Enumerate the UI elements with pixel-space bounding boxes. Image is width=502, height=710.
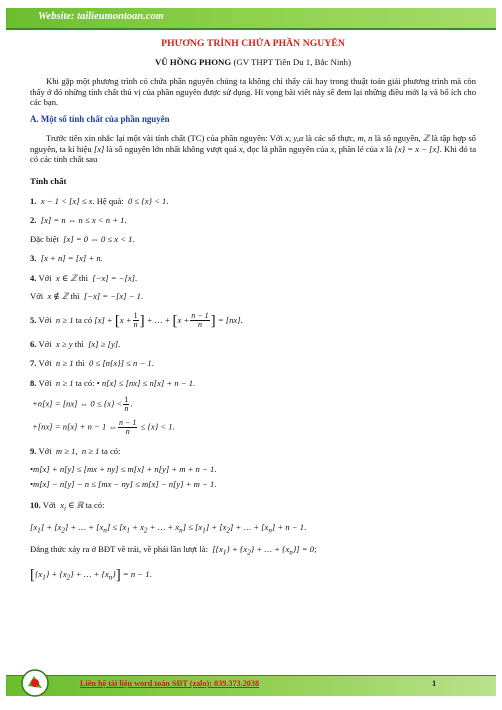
p4b-then: thì xyxy=(70,291,80,302)
floor-symbol: [x] xyxy=(93,143,105,154)
property-10a: $[x_1] + [x_2]$ + … + $[x_n] \le [x_1 + x_2$ + … + $x_n] \le [x_1] + [x_2]$ + … + $[x_n] + n - 1$. xyxy=(30,522,307,535)
header-divider xyxy=(6,28,496,30)
property-4b: Với x ∉ ℤ thì [−x] = −[x] − 1. xyxy=(30,291,144,302)
p4b-with: Với xyxy=(30,291,44,302)
pre-text-7: , phần lẻ của xyxy=(334,143,378,154)
property-8b: +[nx] = n[x] + n − 1 ⇔ $\frac{n - 1}{n}$ ≤ {x} < 1. xyxy=(32,418,175,437)
pre-text-8: là xyxy=(386,143,393,154)
doc-author xyxy=(30,57,476,68)
property-4: 4. Với x ∈ ℤ thì [−x] = −[x]. xyxy=(30,272,138,283)
p9-tail: ta có: xyxy=(101,446,121,457)
pre-text-2: là các số thực, xyxy=(305,133,356,144)
property-9a: •m[x] + n[y] ≤ [mx + ny] ≤ m[x] + n[y] + m + n − 1. xyxy=(30,463,217,474)
equality-text: Đẳng thức xảy ra ở BĐT về trái, về phải lần lượt là: xyxy=(30,543,208,554)
p8-tail: ta có: xyxy=(75,377,95,388)
property-9: 9. Với m ≥ 1, n ≥ 1 ta có: xyxy=(30,446,121,457)
p10-tail: ta có: xyxy=(85,499,105,510)
footer-bar xyxy=(6,672,496,700)
website-label: Website: tailieumontoan.com xyxy=(38,11,164,22)
property-10b: Đẳng thức xảy ra ở BĐT về trái, về phải lần lượt là: [$\{x_1\} + \{x_2\}$ + … + $\{x_n\}] = 0$; xyxy=(30,543,317,557)
logo-icon xyxy=(20,668,50,698)
property-5: 5. Với n ≥ 1 ta có [x] + [x + $\frac{1}{n}$ ] + … + [x + $\frac{n - 1}{n}$ ] = [nx]. xyxy=(30,311,243,330)
p4-with: Với xyxy=(38,272,52,283)
p1-extra: . Hệ quả: xyxy=(92,195,124,206)
property-2: 2. [x] = n ⇔ n ≤ x < n + 1. xyxy=(30,215,127,226)
property-10: 10. Với $x_i$ ∈ ℝ ta có: xyxy=(30,499,105,513)
pre-text-6: , đọc là phần nguyên của xyxy=(242,143,329,154)
p9-with: Với xyxy=(38,446,52,457)
property-7: 7. Với n ≥ 1 thì 0 ≤ [n{x}] ≤ n − 1. xyxy=(30,358,154,369)
document-body xyxy=(30,38,476,584)
pre-vars: x, y,α xyxy=(285,133,304,144)
doc-title: PHƯƠNG TRÌNH CHỨA PHẦN NGUYÊN xyxy=(161,38,345,49)
pre-text-3: là số nguyên, xyxy=(374,133,421,144)
property-3: 3. [x + n] = [x] + n. xyxy=(30,253,103,264)
footer-contact-link[interactable]: Liên hệ tài liệu word toán SĐT (zalo): 039.373.2038 xyxy=(80,679,260,688)
pre-text-4: là tập hợp số nguyên, ta kí hiệu xyxy=(30,133,476,154)
pre-text-5: là số nguyên lớn nhất không vượt quá xyxy=(106,143,237,154)
property-9b: •m[x] − n[y] − n ≤ [mx − ny] ≤ m[x] − n[y] + m − 1. xyxy=(30,479,217,490)
p5-with: Với xyxy=(38,314,52,325)
property-2-special: Đặc biệt [x] = 0 ⇔ 0 ≤ x < 1. xyxy=(30,233,135,244)
p10-with: Với xyxy=(42,499,56,510)
p5-tail: ta có xyxy=(75,314,93,325)
properties-heading: Tính chất xyxy=(30,175,67,186)
z-symbol: ℤ xyxy=(422,133,430,144)
property-8a: +n[x] = [nx] ⇔ 0 ≤ {x} < $\frac{1}{n}$ . xyxy=(32,395,133,414)
frac-def: {x} = x − [x] xyxy=(394,143,440,154)
pre-vars-2: m, n xyxy=(357,133,373,144)
author-name: VŨ HỒNG PHONG xyxy=(155,56,232,67)
p8-with: Với xyxy=(38,377,52,388)
p6-with: Với xyxy=(38,338,52,349)
p6-then: thì xyxy=(74,338,84,349)
x-symbol: x xyxy=(238,143,243,154)
intro-paragraph: Khi gặp một phương trình có chứa phần nguyên chúng ta không chỉ thấy cái hay trong thuật toán giải phương trình mà còn thấy ở đó những tính chất thú vị của phần nguyên được sử dụng. Hi vọng bài viết này sẽ đem lại những điều mới lạ và bổ ích cho các bạn. xyxy=(30,76,476,108)
p7-then: thì xyxy=(75,358,85,369)
author-affiliation: (GV THPT Tiên Du 1, Bắc Ninh) xyxy=(233,56,351,67)
property-10c: [$\{x_1\} + \{x_2\}$ + … + $\{x_n\}] = n - 1$. xyxy=(30,567,152,584)
x-symbol-3: x xyxy=(379,143,384,154)
header-bar xyxy=(6,8,496,28)
pre-text-9: . Khi đó ta có các tính chất sau xyxy=(30,143,477,165)
property-8: 8. Với n ≥ 1 ta có: • n[x] ≤ [nx] ≤ n[x] + n − 1. xyxy=(30,377,196,388)
special-label: Đặc biệt xyxy=(30,233,59,244)
section-a-heading: A. Một số tính chất của phần nguyên xyxy=(30,113,170,124)
property-1: 1. x − 1 < [x] ≤ x. Hệ quả: 0 ≤ {x} < 1. xyxy=(30,195,169,206)
p7-with: Với xyxy=(38,358,52,369)
property-6: 6. Với x ≥ y thì [x] ≥ [y]. xyxy=(30,338,121,349)
x-symbol-2: x xyxy=(330,143,335,154)
pre-text-1: Trước tiên xin nhắc lại một vài tính chất (TC) của phần nguyên: Với xyxy=(46,133,283,144)
page-number: 1 xyxy=(432,679,437,688)
p4-then: thì xyxy=(78,272,88,283)
preliminaries-paragraph xyxy=(30,133,476,164)
